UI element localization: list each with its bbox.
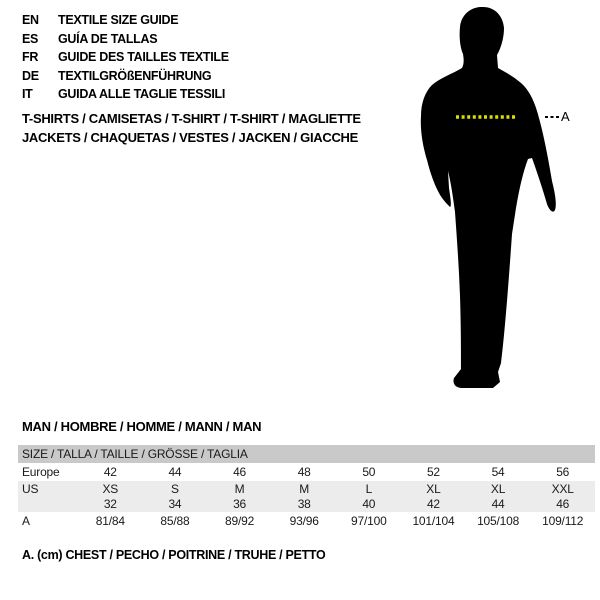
- table-row-chest-a: [18, 512, 595, 530]
- language-label: TEXTILE SIZE GUIDE: [58, 13, 179, 27]
- table-cell: XL: [490, 481, 506, 496]
- language-row-it: [22, 85, 229, 104]
- table-cell: 109/112: [542, 514, 584, 528]
- language-code: FR: [22, 50, 39, 64]
- table-cell: 85/88: [160, 514, 190, 528]
- language-label: GUÍA DE TALLAS: [58, 31, 158, 46]
- table-cell: 44: [491, 497, 505, 512]
- language-code: ES: [22, 31, 39, 46]
- language-row-de: [22, 67, 229, 86]
- table-cell: 52: [426, 465, 440, 479]
- table-cell: L: [365, 481, 373, 496]
- language-row-en: [22, 11, 229, 30]
- table-cell: 101/104: [412, 514, 455, 528]
- garment-categories: [22, 109, 361, 147]
- language-list: [22, 11, 229, 104]
- table-cell: 97/100: [351, 514, 387, 528]
- row-label: US: [22, 481, 39, 496]
- language-code: DE: [22, 68, 39, 83]
- language-row-es: [22, 30, 229, 49]
- man-silhouette-graphic: [405, 0, 580, 395]
- table-cell: 42: [426, 497, 440, 512]
- language-label: GUIDE DES TAILLES TEXTILE: [58, 50, 229, 64]
- category-line-jackets: JACKETS / CHAQUETAS / VESTES / JACKEN / GIACCHE: [22, 130, 358, 145]
- table-band-us: [18, 481, 595, 512]
- table-cell: 93/96: [289, 514, 319, 528]
- measurement-footnote: A. (cm) CHEST / PECHO / POITRINE / TRUHE / PETTO: [22, 548, 326, 562]
- language-code: IT: [22, 87, 33, 101]
- man-silhouette: [421, 7, 556, 388]
- table-cell: 54: [491, 465, 505, 479]
- table-row-europe: [18, 463, 595, 481]
- table-row-us-letters: [18, 481, 595, 497]
- table-row-us-numbers: [18, 497, 595, 513]
- table-cell: 46: [233, 465, 247, 479]
- table-cell: 44: [168, 465, 182, 479]
- table-cell: 48: [297, 465, 311, 479]
- table-cell: 34: [168, 497, 182, 512]
- size-table: [18, 445, 595, 530]
- table-cell: 89/92: [225, 514, 255, 528]
- table-cell: XXL: [551, 481, 574, 496]
- size-table-header: SIZE / TALLA / TAILLE / GRÖSSE / TAGLIA: [18, 445, 595, 463]
- language-row-fr: [22, 48, 229, 67]
- table-cell: XS: [102, 481, 119, 496]
- language-code: EN: [22, 13, 39, 27]
- row-label: Europe: [22, 465, 60, 479]
- table-cell: 56: [556, 465, 570, 479]
- table-cell: 105/108: [477, 514, 520, 528]
- table-cell: M: [299, 481, 310, 496]
- table-cell: 42: [103, 465, 117, 479]
- table-cell: 46: [556, 497, 570, 512]
- table-cell: 36: [233, 497, 247, 512]
- table-cell: 40: [362, 497, 376, 512]
- table-cell: XL: [426, 481, 441, 496]
- table-cell: M: [234, 481, 245, 496]
- row-label: A: [22, 514, 30, 528]
- table-cell: 50: [362, 465, 376, 479]
- category-line-tshirts: T-SHIRTS / CAMISETAS / T-SHIRT / T-SHIRT / MAGLIETTE: [22, 111, 361, 126]
- language-label: GUIDA ALLE TAGLIE TESSILI: [58, 87, 226, 101]
- table-cell: 32: [103, 497, 117, 512]
- section-heading-man: MAN / HOMBRE / HOMME / MANN / MAN: [22, 419, 262, 434]
- language-label: TEXTILGRÖßENFÜHRUNG: [58, 68, 212, 83]
- table-cell: S: [171, 481, 179, 496]
- table-cell: 38: [297, 497, 311, 512]
- table-cell: 81/84: [95, 514, 125, 528]
- measurement-label-a: A: [561, 109, 570, 124]
